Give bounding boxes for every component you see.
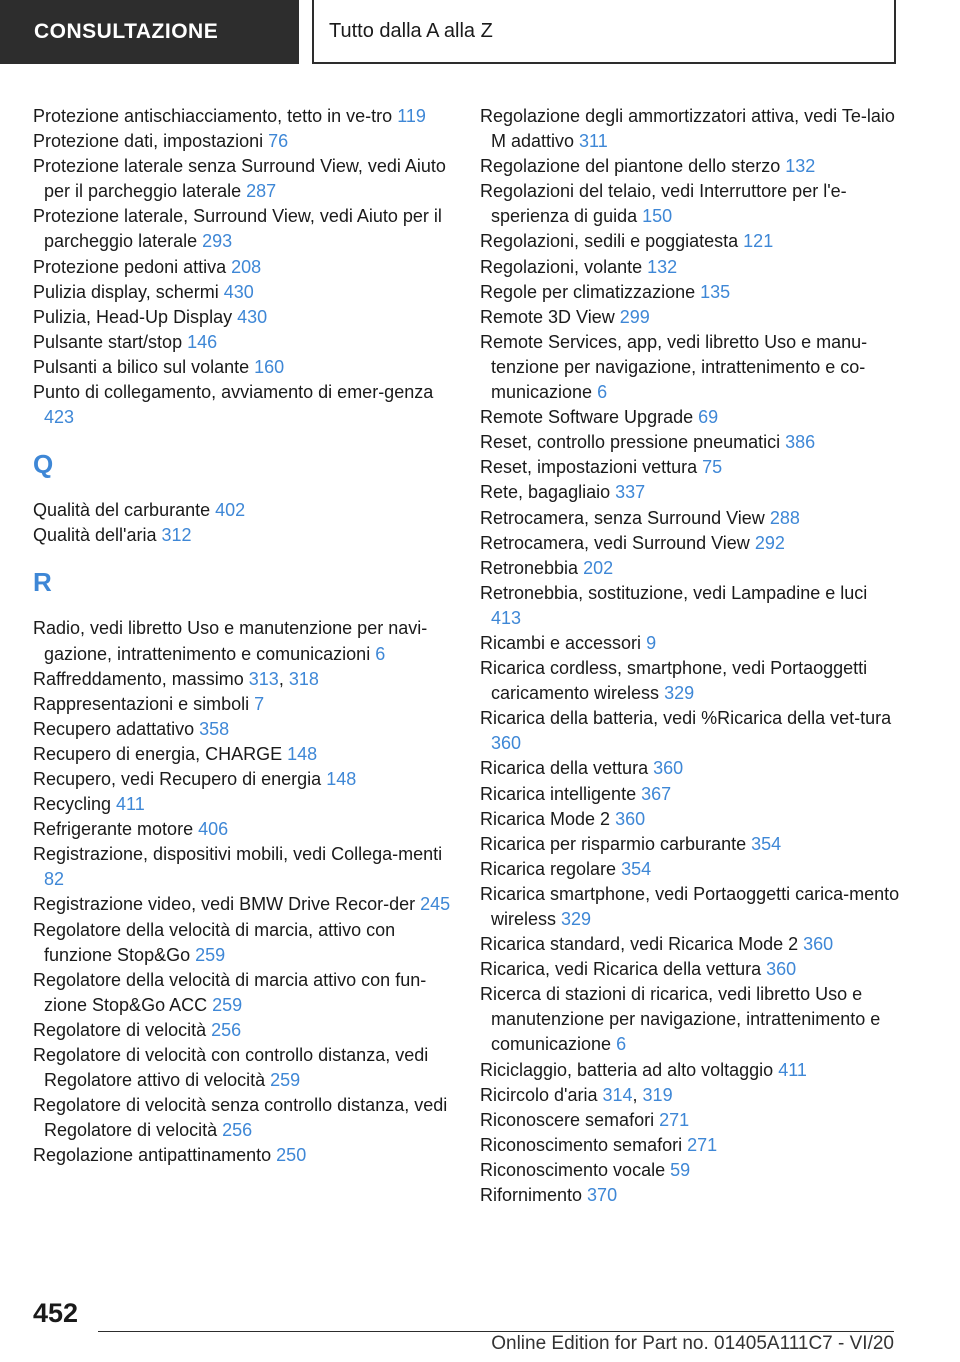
page-reference-link[interactable]: 76 bbox=[268, 131, 289, 152]
page-reference-link[interactable]: 411 bbox=[116, 794, 145, 815]
index-entry-term: Rappresentazioni e simboli bbox=[33, 693, 255, 714]
index-entry bbox=[480, 531, 900, 556]
page-reference-link[interactable]: 6 bbox=[597, 382, 608, 403]
index-entry bbox=[33, 742, 453, 767]
index-entry bbox=[33, 498, 453, 523]
index-entry-term: Ricarica cordless, smartphone, vedi Portaoggetti caricamento wireless bbox=[480, 658, 868, 704]
index-entry bbox=[33, 918, 453, 968]
index-entry-term: Rete, bagagliaio bbox=[480, 482, 616, 503]
index-entry bbox=[33, 968, 453, 1018]
page-reference-link[interactable]: 411 bbox=[778, 1059, 807, 1080]
page-reference-link[interactable]: 69 bbox=[698, 407, 719, 428]
index-entry bbox=[480, 455, 900, 480]
footer-divider bbox=[98, 1331, 894, 1332]
index-entry-term: Ricarica per risparmio carburante bbox=[480, 833, 752, 854]
index-entry-term: Ricarica intelligente bbox=[480, 783, 642, 804]
page-reference-link[interactable]: 271 bbox=[687, 1134, 718, 1155]
index-entry-term: Reset, impostazioni vettura bbox=[480, 457, 703, 478]
page-reference-link[interactable]: 75 bbox=[702, 457, 723, 478]
index-entry bbox=[480, 255, 900, 280]
index-entry-term: Recupero di energia, CHARGE bbox=[33, 743, 288, 764]
index-entry bbox=[480, 506, 900, 531]
index-entry-term: Punto di collegamento, avviamento di emer-genza bbox=[33, 382, 434, 403]
index-entry bbox=[480, 782, 900, 807]
index-entry bbox=[480, 857, 900, 882]
section-tab: CONSULTAZIONE bbox=[0, 0, 299, 64]
page-reference-link[interactable]: 360 bbox=[803, 934, 834, 955]
index-entry-term: Regole per climatizzazione bbox=[480, 281, 701, 302]
index-entry-term: Remote Software Upgrade bbox=[480, 407, 699, 428]
index-entry-term: Regolazione antipattinamento bbox=[33, 1145, 277, 1166]
index-entry-term: Regolazione degli ammortizzatori attiva, vedi Te-laio M adattivo bbox=[480, 106, 895, 152]
index-entry-term: Reset, controllo pressione pneumatici bbox=[480, 432, 786, 453]
index-entry bbox=[33, 305, 453, 330]
page-reference-link[interactable]: 146 bbox=[187, 331, 218, 352]
index-entry bbox=[480, 330, 900, 405]
page-reference-link[interactable]: 148 bbox=[326, 768, 357, 789]
index-entry bbox=[33, 692, 453, 717]
index-entry-term: Regolazioni, sedili e poggiatesta bbox=[480, 231, 744, 252]
page-reference-link[interactable]: 329 bbox=[664, 683, 695, 704]
page-reference-link[interactable]: 360 bbox=[766, 959, 797, 980]
page-reference-link[interactable]: 6 bbox=[375, 643, 386, 664]
index-entry-term: Recycling bbox=[33, 794, 117, 815]
page-reference-link[interactable]: 259 bbox=[195, 944, 226, 965]
page-reference-link[interactable]: 367 bbox=[641, 783, 672, 804]
index-entry bbox=[480, 631, 900, 656]
index-entry bbox=[480, 882, 900, 932]
index-entry bbox=[33, 255, 453, 280]
index-entry: Raffreddamento, massimo 313, 318 bbox=[33, 668, 319, 689]
page-reference-link[interactable]: 423 bbox=[44, 407, 75, 428]
index-entry-term: Ricarica standard, vedi Ricarica Mode 2 bbox=[480, 934, 804, 955]
page-reference-link[interactable]: 287 bbox=[246, 181, 277, 202]
index-entry-term: Ricerca di stazioni di ricarica, vedi libretto Uso e manutenzione per navigazione, intrattenimento e comunicazione bbox=[480, 984, 881, 1055]
page-reference-link[interactable]: 160 bbox=[254, 356, 285, 377]
page-reference-link[interactable]: 360 bbox=[653, 758, 684, 779]
index-entry bbox=[480, 1183, 900, 1208]
index-entry bbox=[33, 1043, 453, 1093]
index-entry-term: Qualità del carburante bbox=[33, 500, 216, 521]
index-entry-term: Ricarica, vedi Ricarica della vettura bbox=[480, 959, 767, 980]
index-entry bbox=[480, 756, 900, 781]
index-entry-term: Regolatore di velocità senza controllo distanza, vedi Regolatore di velocità bbox=[33, 1095, 448, 1141]
index-entry-term: Regolazioni del telaio, vedi Interruttore per l'e-sperienza di guida bbox=[480, 181, 847, 227]
index-entry bbox=[480, 280, 900, 305]
index-entry bbox=[33, 767, 453, 792]
index-entry-term: Recupero adattativo bbox=[33, 718, 200, 739]
index-column-left bbox=[33, 104, 453, 1168]
index-entry-term: Retronebbia, sostituzione, vedi Lampadine e luci bbox=[480, 582, 868, 603]
index-entry bbox=[480, 581, 900, 631]
index-entry-term: Riconoscimento vocale bbox=[480, 1159, 671, 1180]
page-reference-link[interactable]: 318 bbox=[288, 668, 319, 689]
page-reference-link[interactable]: 319 bbox=[642, 1084, 673, 1105]
index-entry bbox=[480, 405, 900, 430]
index-entry bbox=[33, 817, 453, 842]
index-entry-term: Ricambi e accessori bbox=[480, 632, 647, 653]
index-entry-term: Radio, vedi libretto Uso e manutenzione per navi-gazione, intrattenimento e comunicazioni bbox=[33, 618, 428, 664]
index-entry-term: Rifornimento bbox=[480, 1185, 588, 1206]
index-entry-term: Refrigerante motore bbox=[33, 819, 199, 840]
edition-note: Online Edition for Part no. 01405A111C7 - VI/20 bbox=[491, 1333, 894, 1354]
index-entry-term: Recupero, vedi Recupero di energia bbox=[33, 768, 327, 789]
index-entry bbox=[33, 1018, 453, 1043]
index-entry bbox=[480, 179, 900, 229]
page-reference-link[interactable]: 402 bbox=[215, 500, 246, 521]
chapter-title: Tutto dalla A alla Z bbox=[312, 0, 896, 64]
index-entry-term: Retrocamera, senza Surround View bbox=[480, 507, 770, 528]
index-letter-heading: R bbox=[33, 567, 52, 598]
page-reference-link[interactable]: 256 bbox=[211, 1019, 242, 1040]
page-reference-link[interactable]: 288 bbox=[769, 507, 800, 528]
index-entry-term: Regolatore di velocità con controllo distanza, vedi Regolatore attivo di velocità bbox=[33, 1045, 429, 1091]
index-entry bbox=[480, 1133, 900, 1158]
index-entry bbox=[33, 1093, 453, 1143]
index-entry-term: Registrazione video, vedi BMW Drive Recor-der bbox=[33, 894, 421, 915]
page-reference-link[interactable]: 202 bbox=[583, 557, 614, 578]
index-entry bbox=[480, 1058, 900, 1083]
index-entry bbox=[480, 154, 900, 179]
page-reference-link[interactable]: 314 bbox=[602, 1084, 633, 1105]
page-reference-link[interactable]: 293 bbox=[202, 231, 233, 252]
page-reference-link[interactable]: 430 bbox=[237, 306, 268, 327]
page-reference-link[interactable]: 430 bbox=[223, 281, 254, 302]
index-entry-term: Ricarica smartphone, vedi Portaoggetti carica-mento wireless bbox=[480, 883, 900, 929]
page-reference-link[interactable]: 413 bbox=[491, 607, 522, 628]
index-entry bbox=[33, 842, 453, 892]
page-reference-link[interactable]: 329 bbox=[561, 909, 592, 929]
index-entry-term: Ricircolo d'aria bbox=[480, 1084, 603, 1105]
index-entry-term: Ricarica regolare bbox=[480, 858, 622, 879]
index-entry-term: Regolazione del piantone dello sterzo bbox=[480, 156, 786, 177]
page-reference-link[interactable]: 406 bbox=[198, 819, 229, 840]
page-reference-link[interactable]: 259 bbox=[270, 1070, 301, 1091]
index-entry-term: Retronebbia bbox=[480, 557, 584, 578]
index-entry-term: Pulizia, Head-Up Display bbox=[33, 306, 238, 327]
index-entry-term: Protezione pedoni attiva bbox=[33, 256, 232, 277]
page-reference-link[interactable]: 150 bbox=[642, 206, 673, 227]
index-entry bbox=[480, 229, 900, 254]
page-reference-link[interactable]: 370 bbox=[587, 1185, 618, 1206]
page-reference-link[interactable]: 360 bbox=[615, 808, 646, 829]
page-reference-link[interactable]: 119 bbox=[397, 106, 426, 126]
index-entry-term: Pulsanti a bilico sul volante bbox=[33, 356, 255, 377]
index-entry bbox=[480, 706, 900, 756]
page-reference-link[interactable]: 132 bbox=[785, 156, 816, 177]
index-entry-term: Riciclaggio, batteria ad alto voltaggio bbox=[480, 1059, 779, 1080]
index-entry-term: Registrazione, dispositivi mobili, vedi Collega-menti bbox=[33, 844, 443, 865]
index-entry-term: Retrocamera, vedi Surround View bbox=[480, 532, 755, 553]
index-entry-term: Protezione laterale senza Surround View, vedi Aiuto per il parcheggio laterale bbox=[33, 156, 446, 202]
page-reference-link[interactable]: 358 bbox=[199, 718, 230, 739]
index-entry bbox=[480, 957, 900, 982]
index-entry bbox=[33, 129, 453, 154]
index-entry: Ricircolo d'aria 314, 319 bbox=[480, 1084, 673, 1105]
index-entry-term: Riconoscimento semafori bbox=[480, 1134, 688, 1155]
page-reference-link[interactable]: 245 bbox=[420, 894, 451, 915]
index-entry-term: Protezione dati, impostazioni bbox=[33, 131, 269, 152]
page-reference-link[interactable]: 292 bbox=[754, 532, 785, 553]
index-entry bbox=[480, 305, 900, 330]
index-entry-term: Riconoscere semafori bbox=[480, 1109, 660, 1130]
index-entry-term: Protezione antischiacciamento, tetto in ve-tro bbox=[33, 106, 398, 126]
index-entry bbox=[33, 104, 453, 129]
index-entry bbox=[480, 480, 900, 505]
page-number: 452 bbox=[33, 1298, 79, 1328]
index-entry-term: Protezione laterale, Surround View, vedi Aiuto per il parcheggio laterale bbox=[33, 206, 442, 252]
index-entry bbox=[33, 892, 453, 917]
index-entry bbox=[33, 523, 453, 548]
page-reference-link[interactable]: 354 bbox=[621, 858, 652, 879]
index-entry bbox=[480, 932, 900, 957]
page-reference-link[interactable]: 208 bbox=[231, 256, 262, 277]
index-entry bbox=[480, 982, 900, 1057]
index-entry bbox=[480, 832, 900, 857]
page-reference-link[interactable]: 354 bbox=[751, 833, 782, 854]
index-entry bbox=[480, 556, 900, 581]
index-entry bbox=[33, 280, 453, 305]
index-entry bbox=[480, 104, 900, 154]
index-entry bbox=[480, 807, 900, 832]
index-entry bbox=[33, 204, 453, 254]
index-entry bbox=[480, 1108, 900, 1133]
index-entry bbox=[480, 430, 900, 455]
index-entry-term: Remote 3D View bbox=[480, 306, 620, 327]
index-entry bbox=[480, 656, 900, 706]
index-entry-term: Ricarica Mode 2 bbox=[480, 808, 616, 829]
index-entry-term: Qualità dell'aria bbox=[33, 525, 162, 546]
index-entry bbox=[33, 717, 453, 742]
index-entry-term: Pulsante start/stop bbox=[33, 331, 188, 352]
page-reference-link[interactable]: 148 bbox=[287, 743, 318, 764]
page-reference-link[interactable]: 135 bbox=[700, 281, 731, 302]
page-reference-link[interactable]: 59 bbox=[670, 1159, 691, 1180]
index-entry-term: Ricarica della vettura bbox=[480, 758, 654, 779]
page-reference-link[interactable]: 250 bbox=[276, 1145, 307, 1166]
page-reference-link[interactable]: 9 bbox=[646, 632, 657, 653]
index-entry-term: Regolatore della velocità di marcia attivo con fun-zione Stop&Go ACC bbox=[33, 969, 427, 1015]
page-reference-link[interactable]: 271 bbox=[659, 1109, 690, 1130]
page-reference-link[interactable]: 6 bbox=[616, 1034, 627, 1055]
index-entry-term: Pulizia display, schermi bbox=[33, 281, 224, 302]
page-reference-link[interactable]: 311 bbox=[579, 131, 608, 152]
page-reference-link[interactable]: 299 bbox=[619, 306, 650, 327]
index-entry bbox=[33, 792, 453, 817]
page-reference-link[interactable]: 82 bbox=[44, 869, 65, 890]
page-reference-link[interactable]: 337 bbox=[615, 482, 646, 503]
index-entry-term: Raffreddamento, massimo bbox=[33, 668, 249, 689]
page-reference-link[interactable]: 259 bbox=[212, 994, 243, 1015]
index-entry-term: Regolatore di velocità bbox=[33, 1019, 212, 1040]
index-entry bbox=[33, 154, 453, 204]
page-reference-link[interactable]: 386 bbox=[785, 432, 816, 453]
index-entry-term: Ricarica della batteria, vedi %Ricarica della vet-tura bbox=[480, 708, 892, 729]
page-reference-link[interactable]: 360 bbox=[491, 733, 522, 754]
index-entry-term: Regolatore della velocità di marcia, attivo con funzione Stop&Go bbox=[33, 919, 396, 965]
index-entry-term: Remote Services, app, vedi libretto Uso e manu-tenzione per navigazione, intrattenimento e co-municazione bbox=[480, 331, 868, 403]
page-reference-link[interactable]: 313 bbox=[248, 668, 279, 689]
index-entry bbox=[33, 616, 453, 666]
index-entry bbox=[33, 330, 453, 355]
index-entry bbox=[33, 380, 453, 430]
index-letter-heading: Q bbox=[33, 449, 54, 480]
index-entry-term: Regolazioni, volante bbox=[480, 256, 648, 277]
page-reference-link[interactable]: 132 bbox=[647, 256, 678, 277]
index-entry bbox=[33, 1143, 453, 1168]
page-reference-link[interactable]: 121 bbox=[743, 231, 774, 252]
index-entry bbox=[480, 1158, 900, 1183]
page-reference-link[interactable]: 312 bbox=[161, 525, 192, 546]
index-entry bbox=[33, 355, 453, 380]
page-reference-link[interactable]: 7 bbox=[254, 693, 265, 714]
page-reference-link[interactable]: 256 bbox=[222, 1120, 253, 1141]
index-column-right bbox=[480, 104, 900, 1208]
